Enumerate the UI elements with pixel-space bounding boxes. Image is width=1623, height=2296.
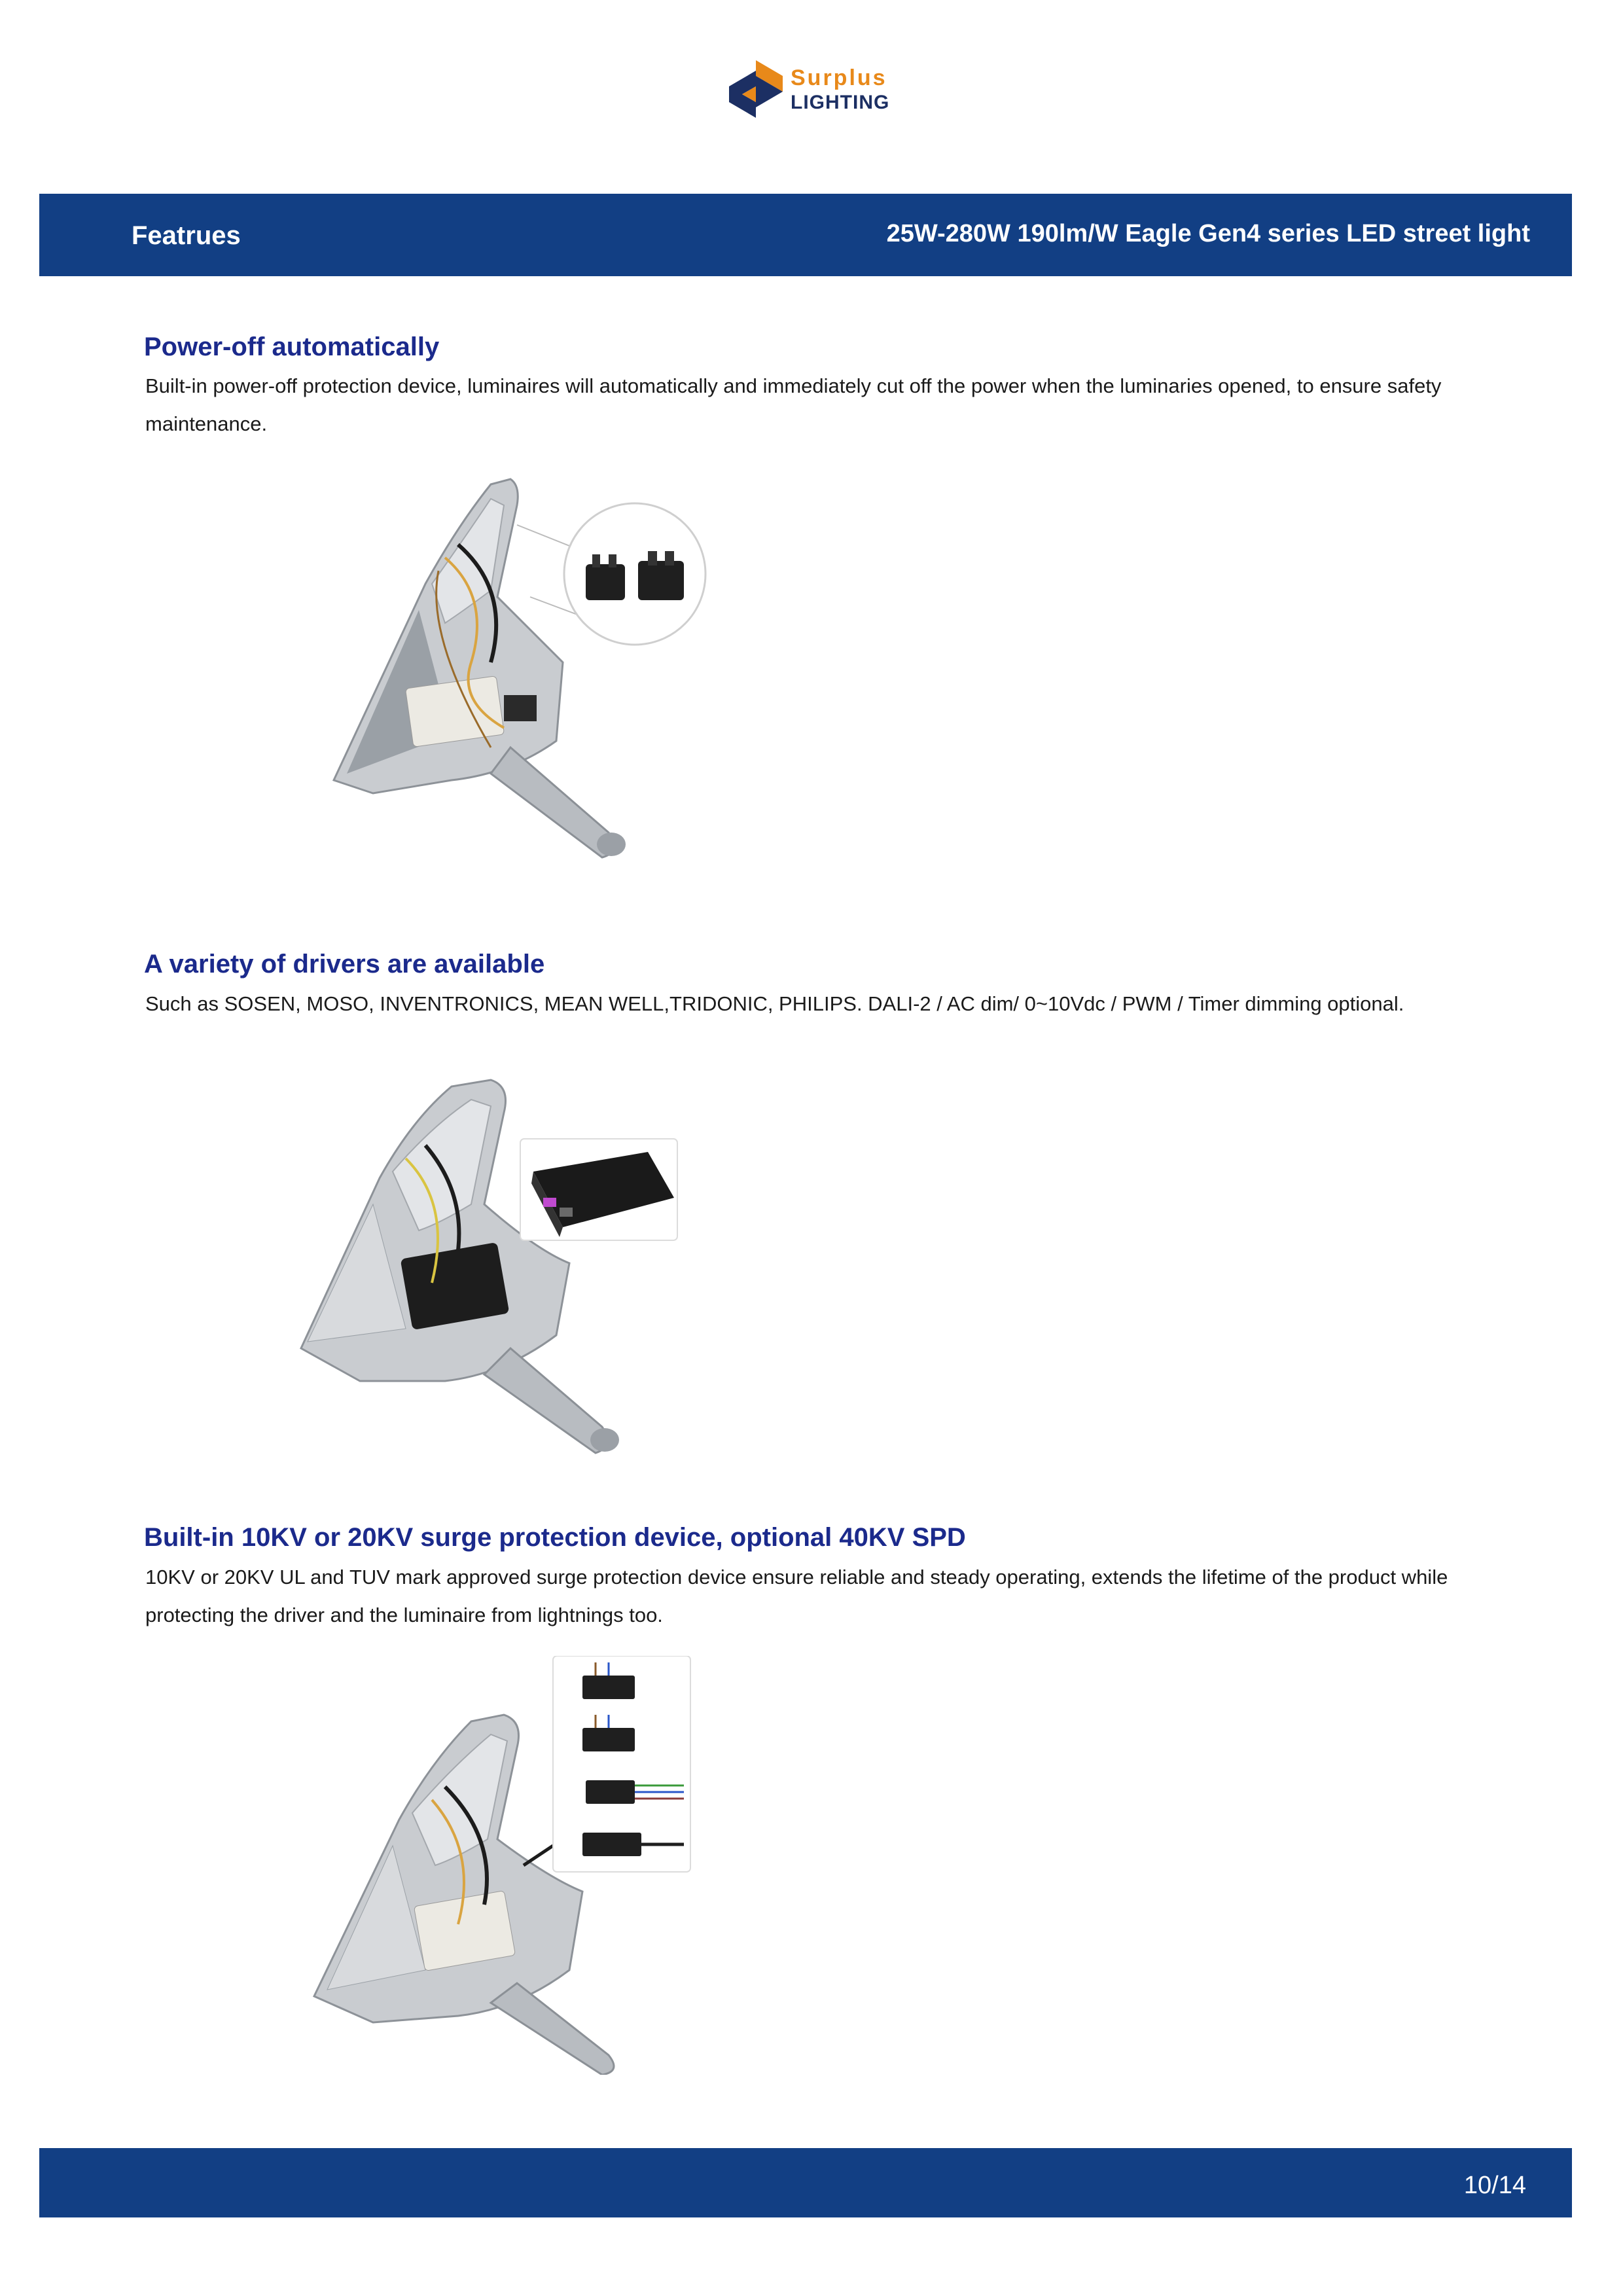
section-title-power-off: Power-off automatically [144,332,440,361]
section-text-drivers: Such as SOSEN, MOSO, INVENTRONICS, MEAN WELL,TRIDONIC, PHILIPS. DALI-2 / AC dim/ 0~10Vdc / PWM / Timer dimming optional. [145,992,1404,1015]
footer-banner [39,2148,1572,2217]
power-off-product-image [294,466,726,859]
drivers-product-image [294,1073,687,1466]
page-number: 10/14 [1463,2172,1526,2199]
header-banner [39,194,1572,276]
logo-wordmark-bottom: LIGHTING [791,92,890,113]
header-section-label: Featrues [132,221,241,250]
logo-wordmark-top: Surplus [791,65,887,90]
section-text-power-off: Built-in power-off protection device, luminaires will automatically and immediately cut off the power when the luminaries opened, to ensure safety maintenance. [145,374,1442,435]
section-text-surge-protection: 10KV or 20KV UL and TUV mark approved surge protection device ensure reliable and steady operating, extends the lifetime of the product while protecting the driver and the luminaire from lightnings too. [145,1566,1448,1626]
logo-mark-icon [726,58,785,120]
header-product-title: 25W-280W 190lm/W Eagle Gen4 series LED street light [886,220,1530,247]
brand-logo [726,58,897,120]
surge-protection-product-image [308,1656,700,2075]
section-title-drivers: A variety of drivers are available [144,950,545,978]
section-title-surge-protection: Built-in 10KV or 20KV surge protection device, optional 40KV SPD [144,1523,966,1552]
